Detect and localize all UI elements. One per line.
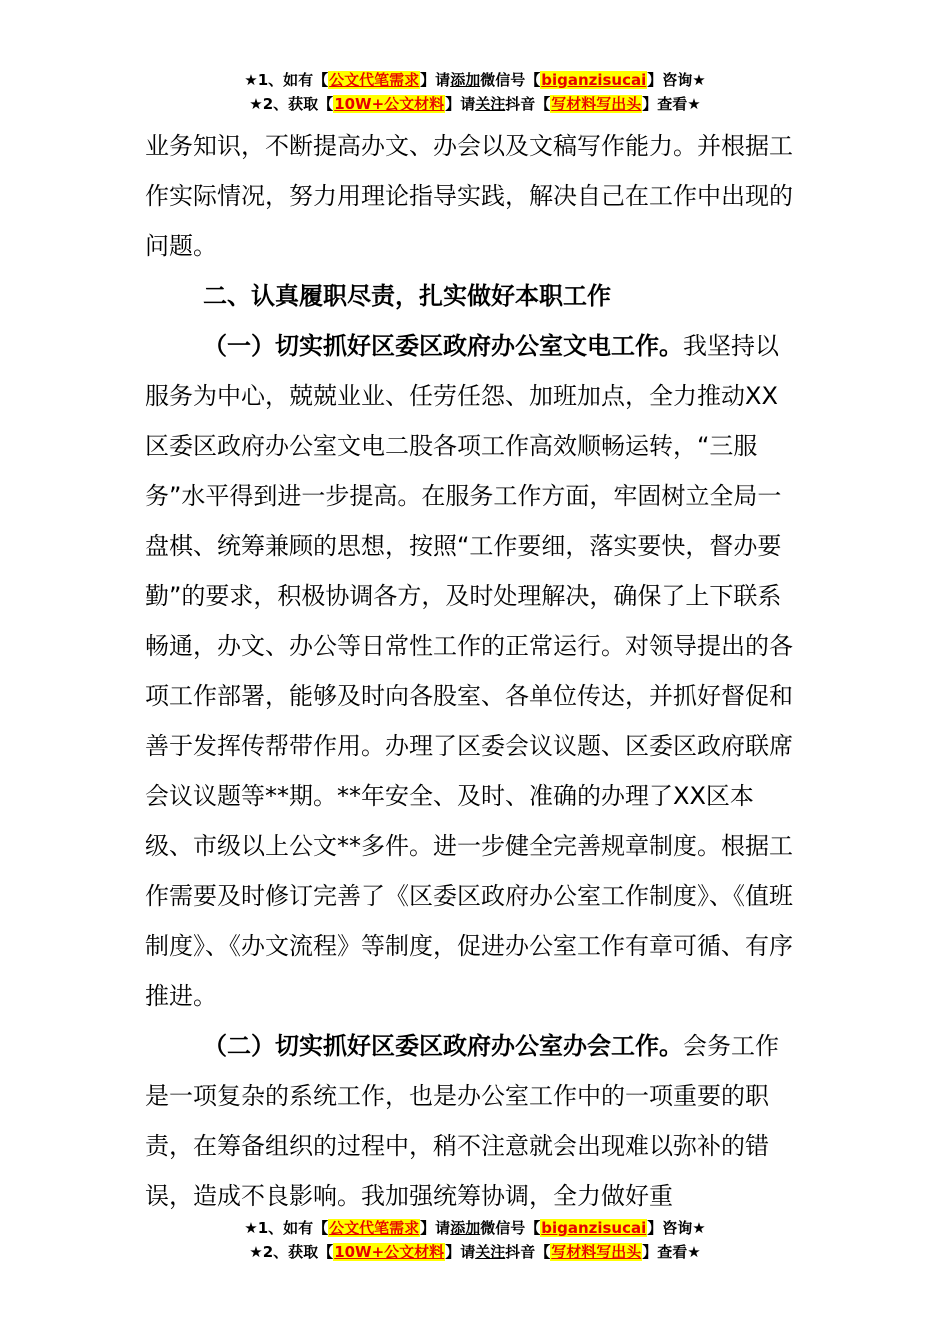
banner-line-1 <box>0 1216 950 1240</box>
banner-text: ★2、获取【 <box>249 1243 334 1261</box>
banner-text: 抖音【 <box>505 1243 551 1261</box>
banner-highlight: 10W+公文材料 <box>334 1243 445 1261</box>
banner-line-1 <box>0 68 950 92</box>
banner-text: 微信号【 <box>480 1219 541 1237</box>
subsection-body: 会务工作是一项复杂的系统工作，也是办公室工作中的一项重要的职责，在筹备组织的过程中，稍不注意就会出现难以弥补的错误，造成不良影响。我加强统筹协调，全力做好重 <box>145 1032 779 1210</box>
paragraph-continuation: 业务知识，不断提高办文、办会以及文稿写作能力。并根据工作实际情况，努力用理论指导实践，解决自己在工作中出现的问题。 <box>145 132 793 260</box>
banner-text: 微信号【 <box>480 71 541 89</box>
paragraph-banhui <box>145 1021 795 1221</box>
banner-text: 】请 <box>445 1243 476 1261</box>
banner-wechat-id: biganzisucai <box>541 1219 647 1237</box>
banner-text: 】请 <box>445 95 476 113</box>
banner-text: ★1、如有【 <box>244 71 329 89</box>
header-banner <box>0 68 950 116</box>
banner-text: 】请 <box>420 71 451 89</box>
section-heading: 二、认真履职尽责，扎实做好本职工作 <box>203 282 611 310</box>
banner-highlight: 公文代笔需求 <box>329 71 420 89</box>
banner-text: 】查看★ <box>642 95 701 113</box>
paragraph-wendian <box>145 321 795 1021</box>
footer-banner <box>0 1216 950 1264</box>
banner-line-2 <box>0 1240 950 1264</box>
banner-underline: 关注 <box>475 95 506 113</box>
banner-text: 】咨询★ <box>647 1219 706 1237</box>
banner-text: 】咨询★ <box>647 71 706 89</box>
banner-underline: 添加 <box>450 1219 481 1237</box>
banner-underline: 添加 <box>450 71 481 89</box>
subsection-title: （二）切实抓好区委区政府办公室办会工作。 <box>203 1032 683 1060</box>
banner-douyin-id: 写材料写出头 <box>551 1243 642 1261</box>
banner-text: ★2、获取【 <box>249 95 334 113</box>
document-body <box>145 121 795 1221</box>
banner-text: 】请 <box>420 1219 451 1237</box>
banner-douyin-id: 写材料写出头 <box>551 95 642 113</box>
subsection-title: （一）切实抓好区委区政府办公室文电工作。 <box>203 332 683 360</box>
banner-underline: 关注 <box>475 1243 506 1261</box>
banner-wechat-id: biganzisucai <box>541 71 647 89</box>
subsection-body: 我坚持以服务为中心，兢兢业业、任劳任怨、加班加点，全力推动XX区委区政府办公室文电二股各项工作高效顺畅运转，“三服务”水平得到进一步提高。在服务工作方面，牢固树立全局一盘棋、统筹兼顾的思想，按照“工作要细，落实要快，督办要勤”的要求，积极协调各方，及时处理解决，确保了上下联系畅通，办文、办公等日常性工作的正常运行。对领导提出的各项工作部署，能够及时向各股室、各单位传达，并抓好督促和善于发挥传帮带作用。办理了区委会议议题、区委区政府联席会议议题等**期。**年安全、及时、准确的办理了XX区本级、市级以上公文**多件。进一步健全完善规章制度。根据工作需要及时修订完善了《区委区政府办公室工作制度》、《值班制度》、《办文流程》等制度，促进办公室工作有章可循、有序推进。 <box>145 332 793 1010</box>
banner-line-2 <box>0 92 950 116</box>
banner-highlight: 10W+公文材料 <box>334 95 445 113</box>
banner-text: ★1、如有【 <box>244 1219 329 1237</box>
banner-highlight: 公文代笔需求 <box>329 1219 420 1237</box>
banner-text: 】查看★ <box>642 1243 701 1261</box>
banner-text: 抖音【 <box>505 95 551 113</box>
